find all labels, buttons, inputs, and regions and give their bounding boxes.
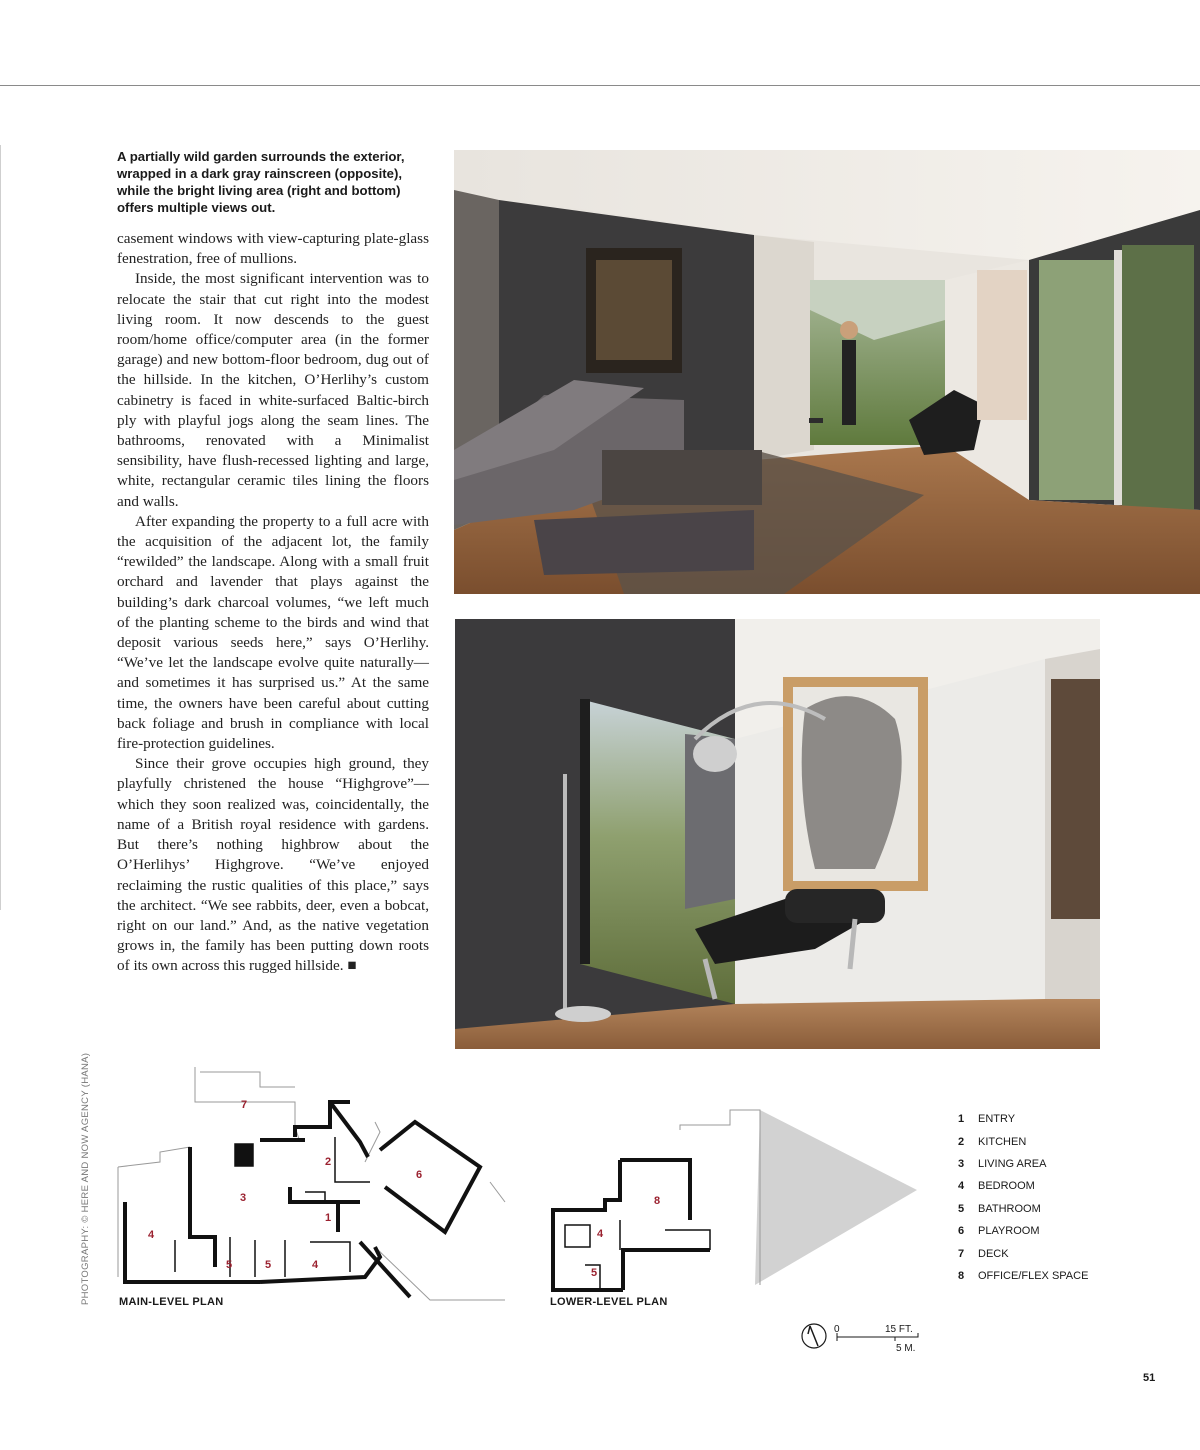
legend-row: 3 LIVING AREA <box>958 1157 1047 1170</box>
main-room-4a: 4 <box>148 1229 155 1241</box>
gutter-edge <box>0 145 1 910</box>
main-room-4b: 4 <box>312 1259 319 1271</box>
main-room-2: 2 <box>325 1156 332 1168</box>
legend-row: 1 ENTRY <box>958 1113 1016 1126</box>
living-area-illustration <box>454 150 1200 594</box>
main-room-1: 1 <box>325 1212 332 1224</box>
legend-row: 7 DECK <box>958 1247 1009 1260</box>
top-rule <box>0 85 1200 86</box>
body-paragraph-2: Inside, the most significant intervention was to relocate the stair that cut right into the modest living room. It now descends to the guest room/home office/computer area (in the former garage) and new bottom-floor bedroom, dug out of the hillside. In the kitchen, O’Herlihy’s custom cabinetry is faced in white-surfaced Baltic-birch ply with playful jogs along the seam lines. The bathrooms, renovated with a Minimalist sensibility, have flush-recessed lighting and large, white, rectangular ceramic tiles lining the floors and walls. <box>117 270 429 510</box>
main-level-plan <box>110 1062 510 1312</box>
body-paragraph-1: casement windows with view-capturing plate-glass fenestration, free of mullions. <box>117 230 429 268</box>
legend-row: 5 BATHROOM <box>958 1202 1041 1215</box>
lower-level-plan-label: LOWER-LEVEL PLAN <box>550 1296 668 1308</box>
room-legend <box>958 1108 1158 1287</box>
body-paragraph-3: After expanding the property to a full acre with the acquisition of the adjacent lot, the family “rewilded” the landscape. Along with a small fruit orchard and lavender that plays against the building’s dark charcoal volumes, “we left much of the planting scheme to the birds and wind that deposit various seeds here,” says O’Herlihy. “We’ve let the landscape evolve quite naturally—and sometimes it has surprised us.” At the same time, the owners have been careful about cutting back foliage and brush in compliance with local fire-protection guidelines. <box>117 512 429 753</box>
lower-level-plan <box>545 1105 925 1300</box>
lower-room-5: 5 <box>591 1267 598 1279</box>
lower-room-4: 4 <box>597 1228 604 1240</box>
scale-feet: 15 FT. <box>885 1324 913 1335</box>
lounge-room-illustration <box>455 619 1100 1049</box>
main-room-6: 6 <box>416 1169 423 1181</box>
scale-bar <box>800 1318 930 1358</box>
living-area-photo <box>454 150 1200 594</box>
photo-credit: PHOTOGRAPHY: © HERE AND NOW AGENCY (HANA) <box>80 1052 91 1305</box>
lower-room-8: 8 <box>654 1195 661 1207</box>
main-room-5a: 5 <box>226 1259 233 1271</box>
legend-row: 4 BEDROOM <box>958 1180 1035 1193</box>
lounge-room-photo <box>455 619 1100 1049</box>
scale-meters: 5 M. <box>896 1343 916 1354</box>
article-body <box>117 229 429 977</box>
main-level-plan-label: MAIN-LEVEL PLAN <box>119 1296 224 1308</box>
main-room-5b: 5 <box>265 1259 272 1271</box>
legend-row: 2 KITCHEN <box>958 1135 1027 1148</box>
scale-zero: 0 <box>834 1324 840 1335</box>
page-number: 51 <box>1143 1372 1156 1384</box>
main-room-7: 7 <box>241 1099 248 1111</box>
photo-caption: A partially wild garden surrounds the exterior, wrapped in a dark gray rainscreen (opposite), while the bright living area (right and bottom) offers multiple views out. <box>117 149 405 215</box>
legend-row: 6 PLAYROOM <box>958 1225 1040 1238</box>
legend-row: 8 OFFICE/FLEX SPACE <box>958 1269 1089 1282</box>
body-paragraph-4: Since their grove occupies high ground, they playfully christened the house “Highgrove”—which they soon realized was, coincidentally, the name of a British royal residence with gardens. But there’s nothing highbrow about the O’Herlihys’ Highgrove. “We’ve enjoyed reclaiming the rustic qualities of this place,” says the architect. “We see rabbits, deer, even a bobcat, right on our land.” And, as the native vegetation grows in, the family has been putting down roots of its own across this rugged hillside. ■ <box>117 755 429 975</box>
main-room-3: 3 <box>240 1192 247 1204</box>
